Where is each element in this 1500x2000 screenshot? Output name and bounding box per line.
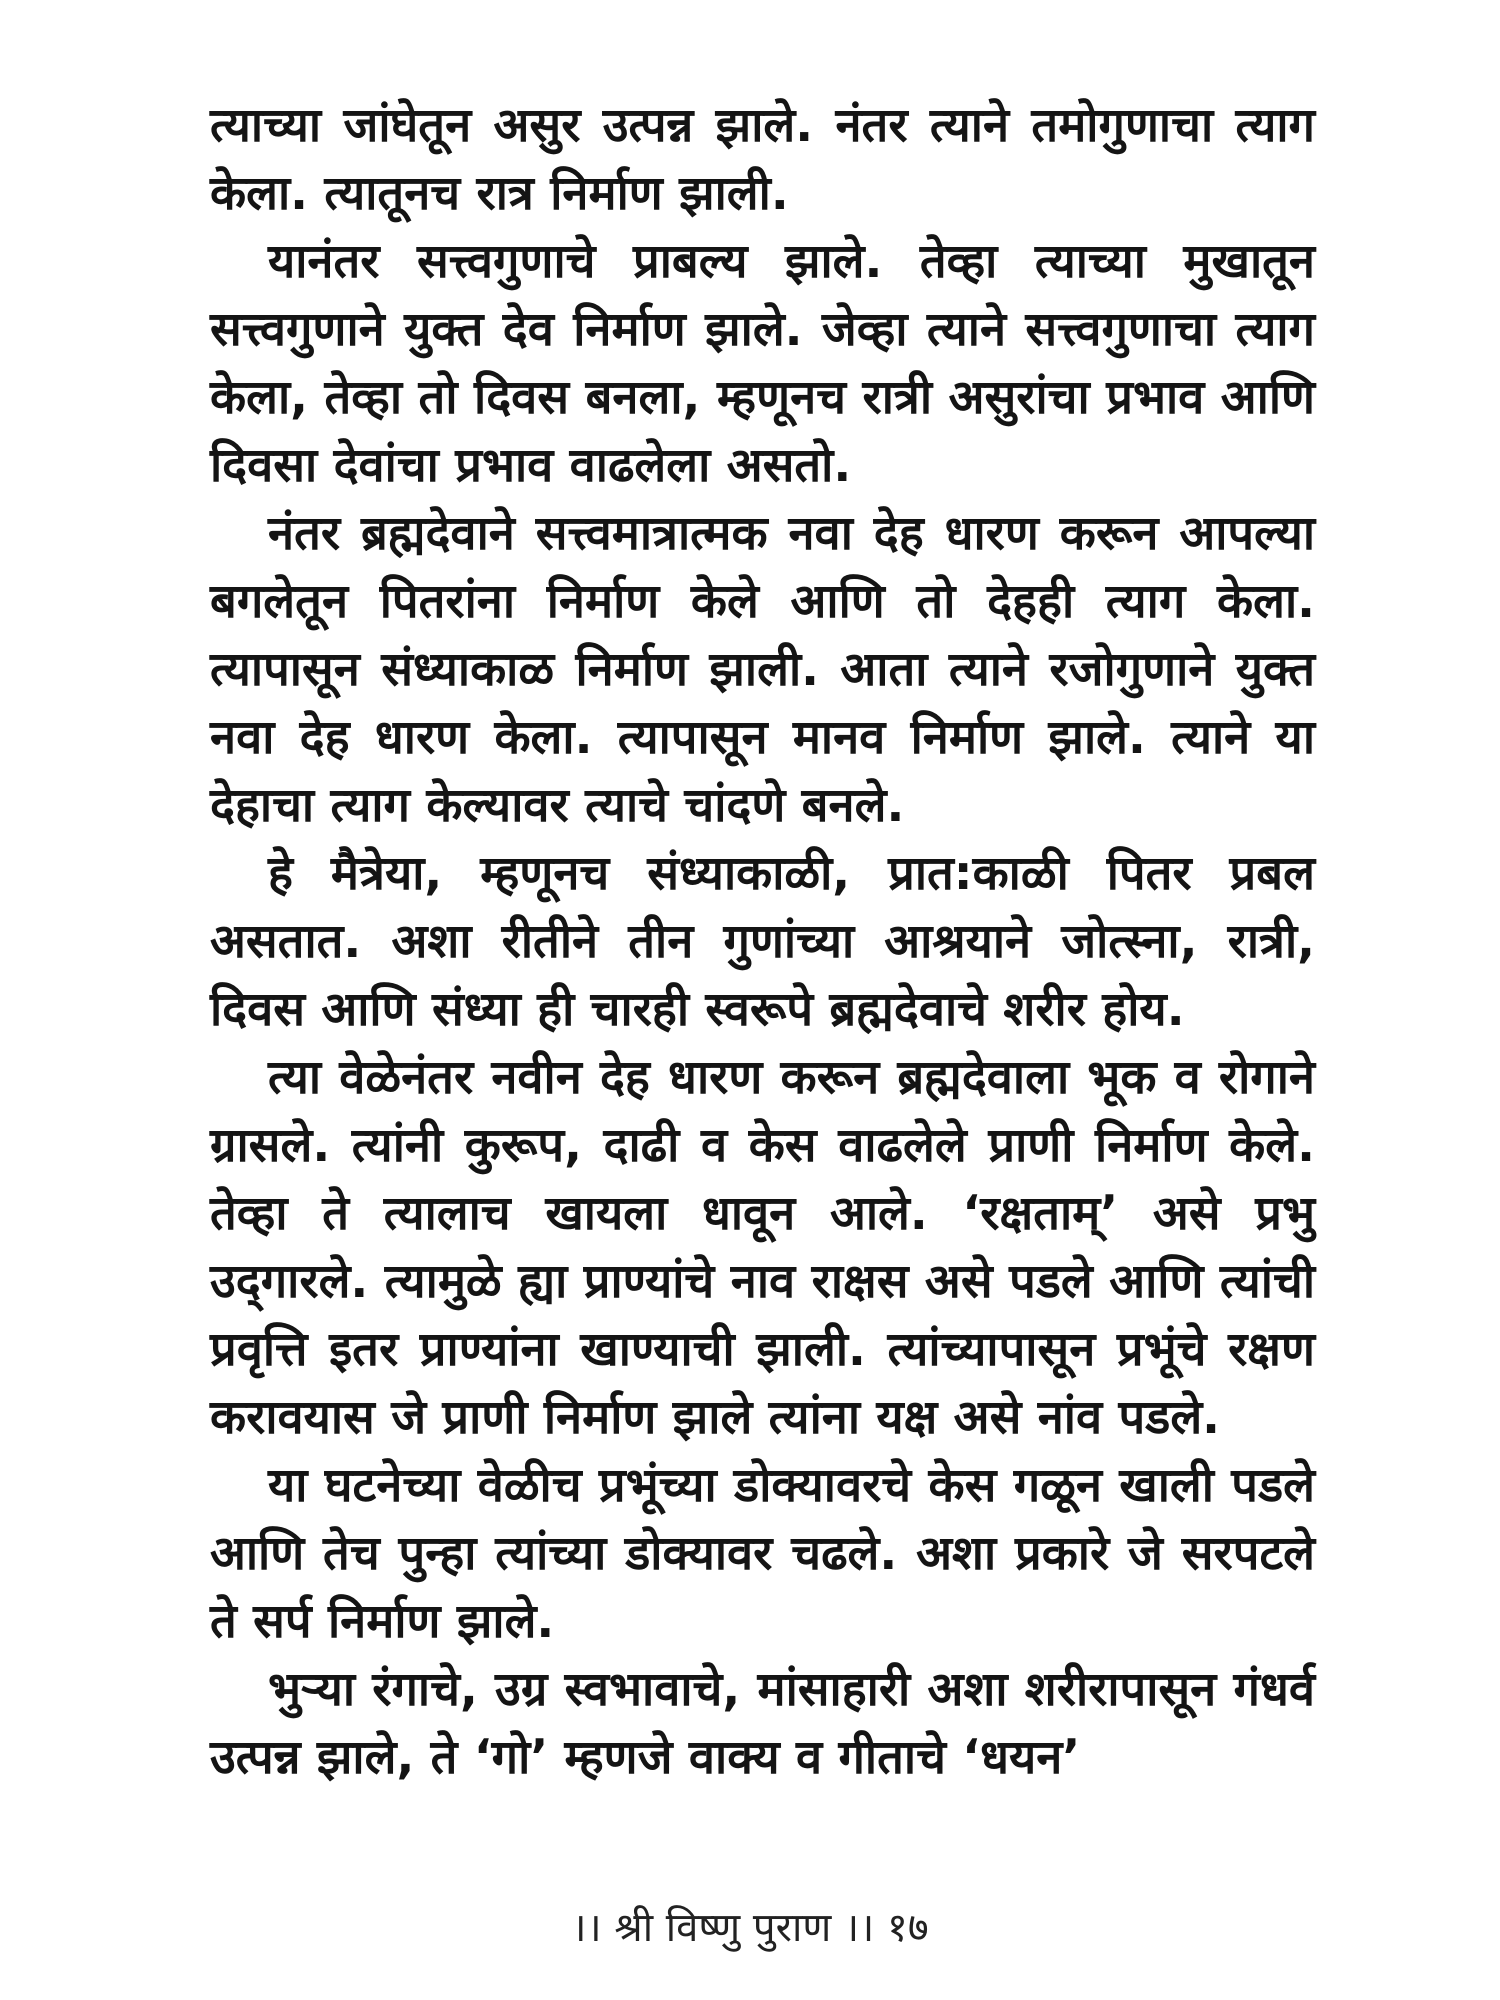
paragraph-2: यानंतर सत्त्वगुणाचे प्राबल्य झाले. तेव्हा त्याच्या मुखातून सत्त्वगुणाने युक्त देव निर्माण झाले. जेव्हा त्याने सत्त्वगुणाचा त्याग केला, तेव्हा तो दिवस बनला, म्हणूनच रात्री असुरांचा प्रभाव आणि दिवसा देवांचा प्रभाव वाढलेला असतो.: [210, 234, 1315, 493]
paragraph-1: त्याच्या जांघेतून असुर उत्पन्न झाले. नंतर त्याने तमोगुणाचा त्याग केला. त्यातूनच रात्र निर्माण झाली.: [210, 98, 1315, 221]
paragraph-5: त्या वेळेनंतर नवीन देह धारण करून ब्रह्मदेवाला भूक व रोगाने ग्रासले. त्यांनी कुरूप, दाढी व केस वाढलेले प्राणी निर्माण केले. तेव्हा ते त्यालाच खायला धावून आले. ‘रक्षताम्’ असे प्रभु उद्‌गारले. त्यामुळे ह्या प्राण्यांचे नाव राक्षस असे पडले आणि त्यांची प्रवृत्ति इतर प्राण्यांना खाण्याची झाली. त्यांच्यापासून प्रभूंचे रक्षण करावयास जे प्राणी निर्माण झाले त्यांना यक्ष असे नांव पडले.: [210, 1050, 1315, 1445]
paragraph-3: नंतर ब्रह्मदेवाने सत्त्वमात्रात्मक नवा देह धारण करून आपल्या बगलेतून पितरांना निर्माण केले आणि तो देहही त्याग केला. त्यापासून संध्याकाळ निर्माण झाली. आता त्याने रजोगुणाने युक्त नवा देह धारण केला. त्यापासून मानव निर्माण झाले. त्याने या देहाचा त्याग केल्यावर त्याचे चांदणे बनले.: [210, 506, 1315, 833]
paragraph-7: भुऱ्या रंगाचे, उग्र स्वभावाचे, मांसाहारी अशा शरीरापासून गंधर्व उत्पन्न झाले, ते ‘गो’ म्हणजे वाक्य व गीताचे ‘धयन’: [210, 1662, 1315, 1785]
paragraph-6: या घटनेच्या वेळीच प्रभूंच्या डोक्यावरचे केस गळून खाली पडले आणि तेच पुन्हा त्यांच्या डोक्यावर चढले. अशा प्रकारे जे सरपटले ते सर्प निर्माण झाले.: [210, 1458, 1315, 1649]
page-footer: ।। श्री विष्णु पुराण ।। १७: [571, 1905, 929, 1951]
body-text: [210, 92, 1315, 1792]
paragraph-4: हे मैत्रेया, म्हणूनच संध्याकाळी, प्रात:काळी पितर प्रबल असतात. अशा रीतीने तीन गुणांच्या आश्रयाने जोत्स्ना, रात्री, दिवस आणि संध्या ही चारही स्वरूपे ब्रह्मदेवाचे शरीर होय.: [210, 846, 1315, 1037]
